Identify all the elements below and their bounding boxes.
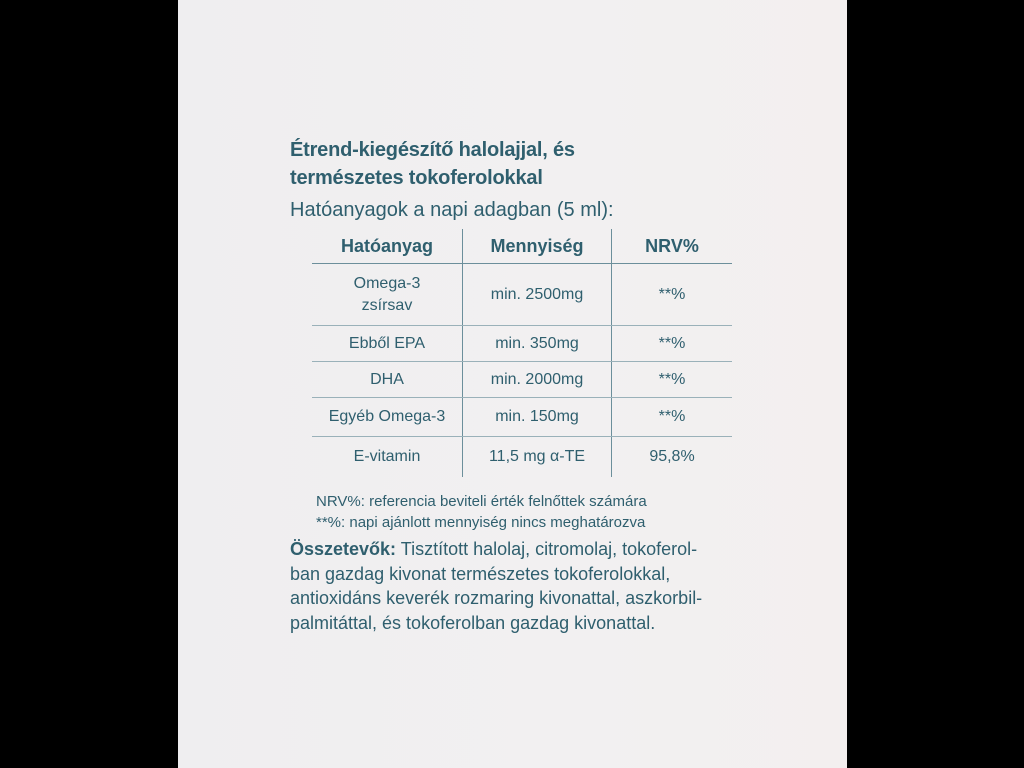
amount-cell: min. 2000mg: [463, 362, 612, 398]
supplement-facts: [290, 136, 760, 635]
ingredient-line-2: zsírsav: [361, 296, 413, 314]
table-row: [312, 398, 732, 437]
ingredient-line-1: Omega-3: [353, 274, 421, 292]
table-row: [312, 362, 732, 398]
header-nrv: NRV%: [612, 229, 733, 264]
footnote-nrv: NRV%: referencia beviteli érték felnőttek számára: [316, 493, 647, 510]
ingredient-cell: Ebből EPA: [312, 326, 463, 362]
title-line-2: természetes tokoferolokkal: [290, 167, 543, 189]
nrv-cell: **%: [612, 326, 733, 362]
table-row: [312, 437, 732, 478]
nrv-cell: **%: [612, 398, 733, 437]
amount-cell: min. 2500mg: [463, 264, 612, 326]
amount-cell: min. 350mg: [463, 326, 612, 362]
header-ingredient: Hatóanyag: [312, 229, 463, 264]
ingredients-label: Összetevők:: [290, 539, 397, 559]
ingredient-cell: Egyéb Omega-3: [312, 398, 463, 437]
daily-dose-subtitle: Hatóanyagok a napi adagban (5 ml):: [290, 199, 614, 221]
ingredient-cell: [312, 264, 463, 326]
footnotes: [316, 491, 760, 533]
header-amount: Mennyiség: [463, 229, 612, 264]
amount-cell: 11,5 mg α-TE: [463, 437, 612, 478]
table-row: [312, 326, 732, 362]
title-line-1: Étrend-kiegészítő halolajjal, és: [290, 139, 575, 161]
ingredient-cell: E-vitamin: [312, 437, 463, 478]
ingredients-line-4: palmitáttal, és tokoferolban gazdag kivonattal.: [290, 612, 656, 633]
ingredients-line-3: antioxidáns keverék rozmaring kivonattal, aszkorbil-: [290, 588, 703, 608]
nrv-cell: **%: [612, 362, 733, 398]
ingredients-line-1: [290, 537, 770, 562]
nrv-cell: 95,8%: [649, 448, 695, 465]
nrv-cell: **%: [612, 264, 733, 326]
ingredients-line-2: ban gazdag kivonat természetes tokoferolokkal,: [290, 563, 671, 584]
table-header-row: [312, 229, 732, 264]
ingredients-paragraph: [290, 537, 770, 635]
ingredients-text-1: Tisztított halolaj, citromolaj, tokoferol-: [396, 539, 698, 559]
table-row: [312, 264, 732, 326]
ingredient-cell: DHA: [312, 362, 463, 398]
footnote-no-rda: **%: napi ajánlott mennyiség nincs meghatározva: [316, 514, 646, 531]
product-title: [290, 136, 760, 192]
active-ingredients-table: [312, 229, 732, 477]
amount-cell: min. 150mg: [463, 398, 612, 437]
